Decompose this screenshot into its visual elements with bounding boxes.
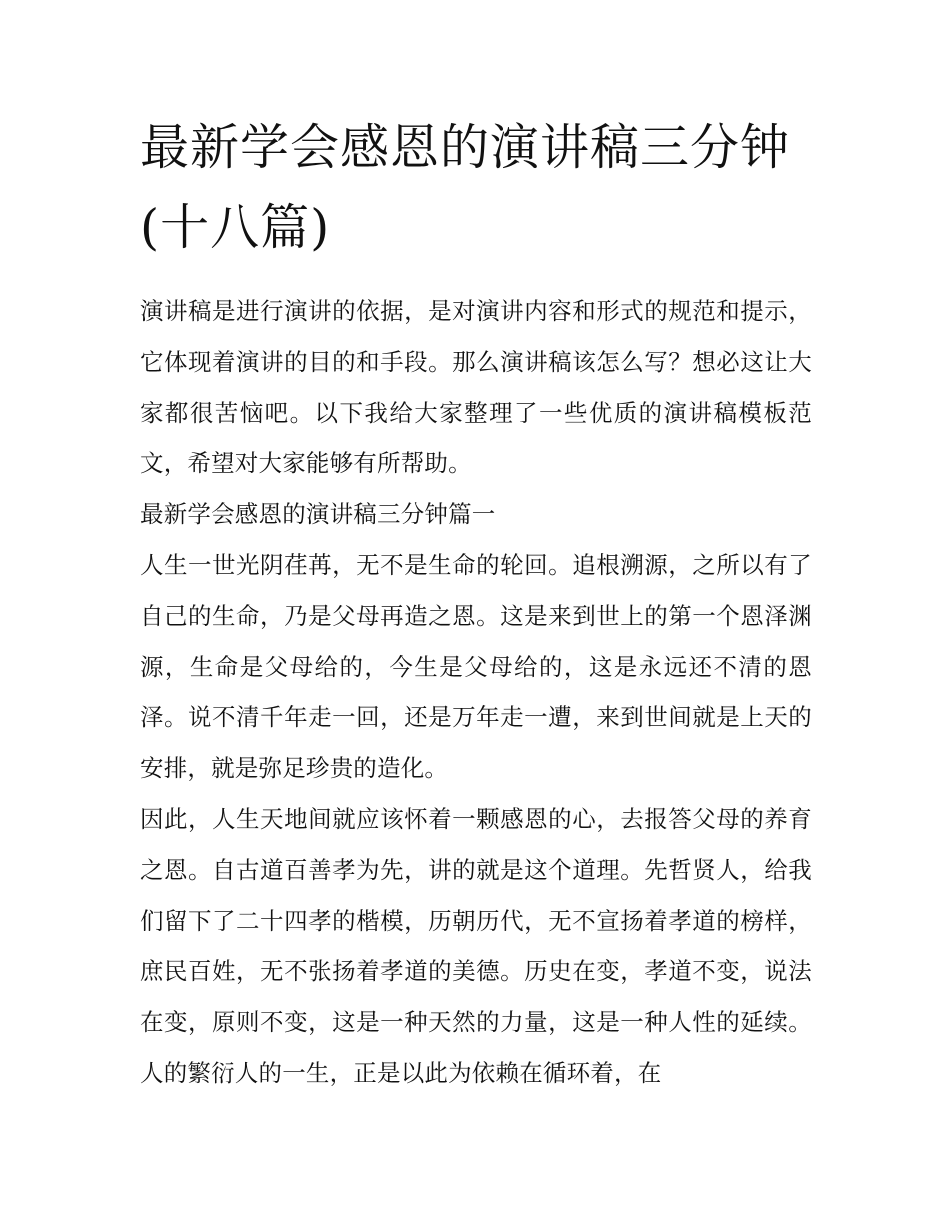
body-paragraph-2: 因此，人生天地间就应该怀着一颗感恩的心，去报答父母的养育之恩。自古道百善孝为先，讲的就是这个道理。先哲贤人，给我们留下了二十四孝的楷模，历朝历代，无不宣扬着孝道的榜样，庶民百姓，无不张扬着孝道的美德。历史在变，孝道不变，说法在变，原则不变，这是一种天然的力量，这是一种人性的延续。人的繁衍人的一生，正是以此为依赖在循环着，在	[140, 804, 812, 1087]
document-title: 最新学会感恩的演讲稿三分钟(十八篇)	[140, 119, 791, 256]
document-body	[140, 108, 812, 1099]
intro-paragraph: 演讲稿是进行演讲的依据，是对演讲内容和形式的规范和提示，它体现着演讲的目的和手段。那么演讲稿该怎么写？想必这让大家都很苦恼吧。以下我给大家整理了一些优质的演讲稿模板范文，希望对大家能够有所帮助。	[140, 297, 812, 478]
body-paragraph-1: 人生一世光阴荏苒，无不是生命的轮回。追根溯源，之所以有了自己的生命，乃是父母再造之恩。这是来到世上的第一个恩泽渊源，生命是父母给的，今生是父母给的，这是永远还不清的恩泽。说不清千年走一回，还是万年走一遭，来到世间就是上天的安排，就是弥足珍贵的造化。	[140, 550, 812, 783]
section-heading: 最新学会感恩的演讲稿三分钟篇一	[140, 500, 496, 529]
